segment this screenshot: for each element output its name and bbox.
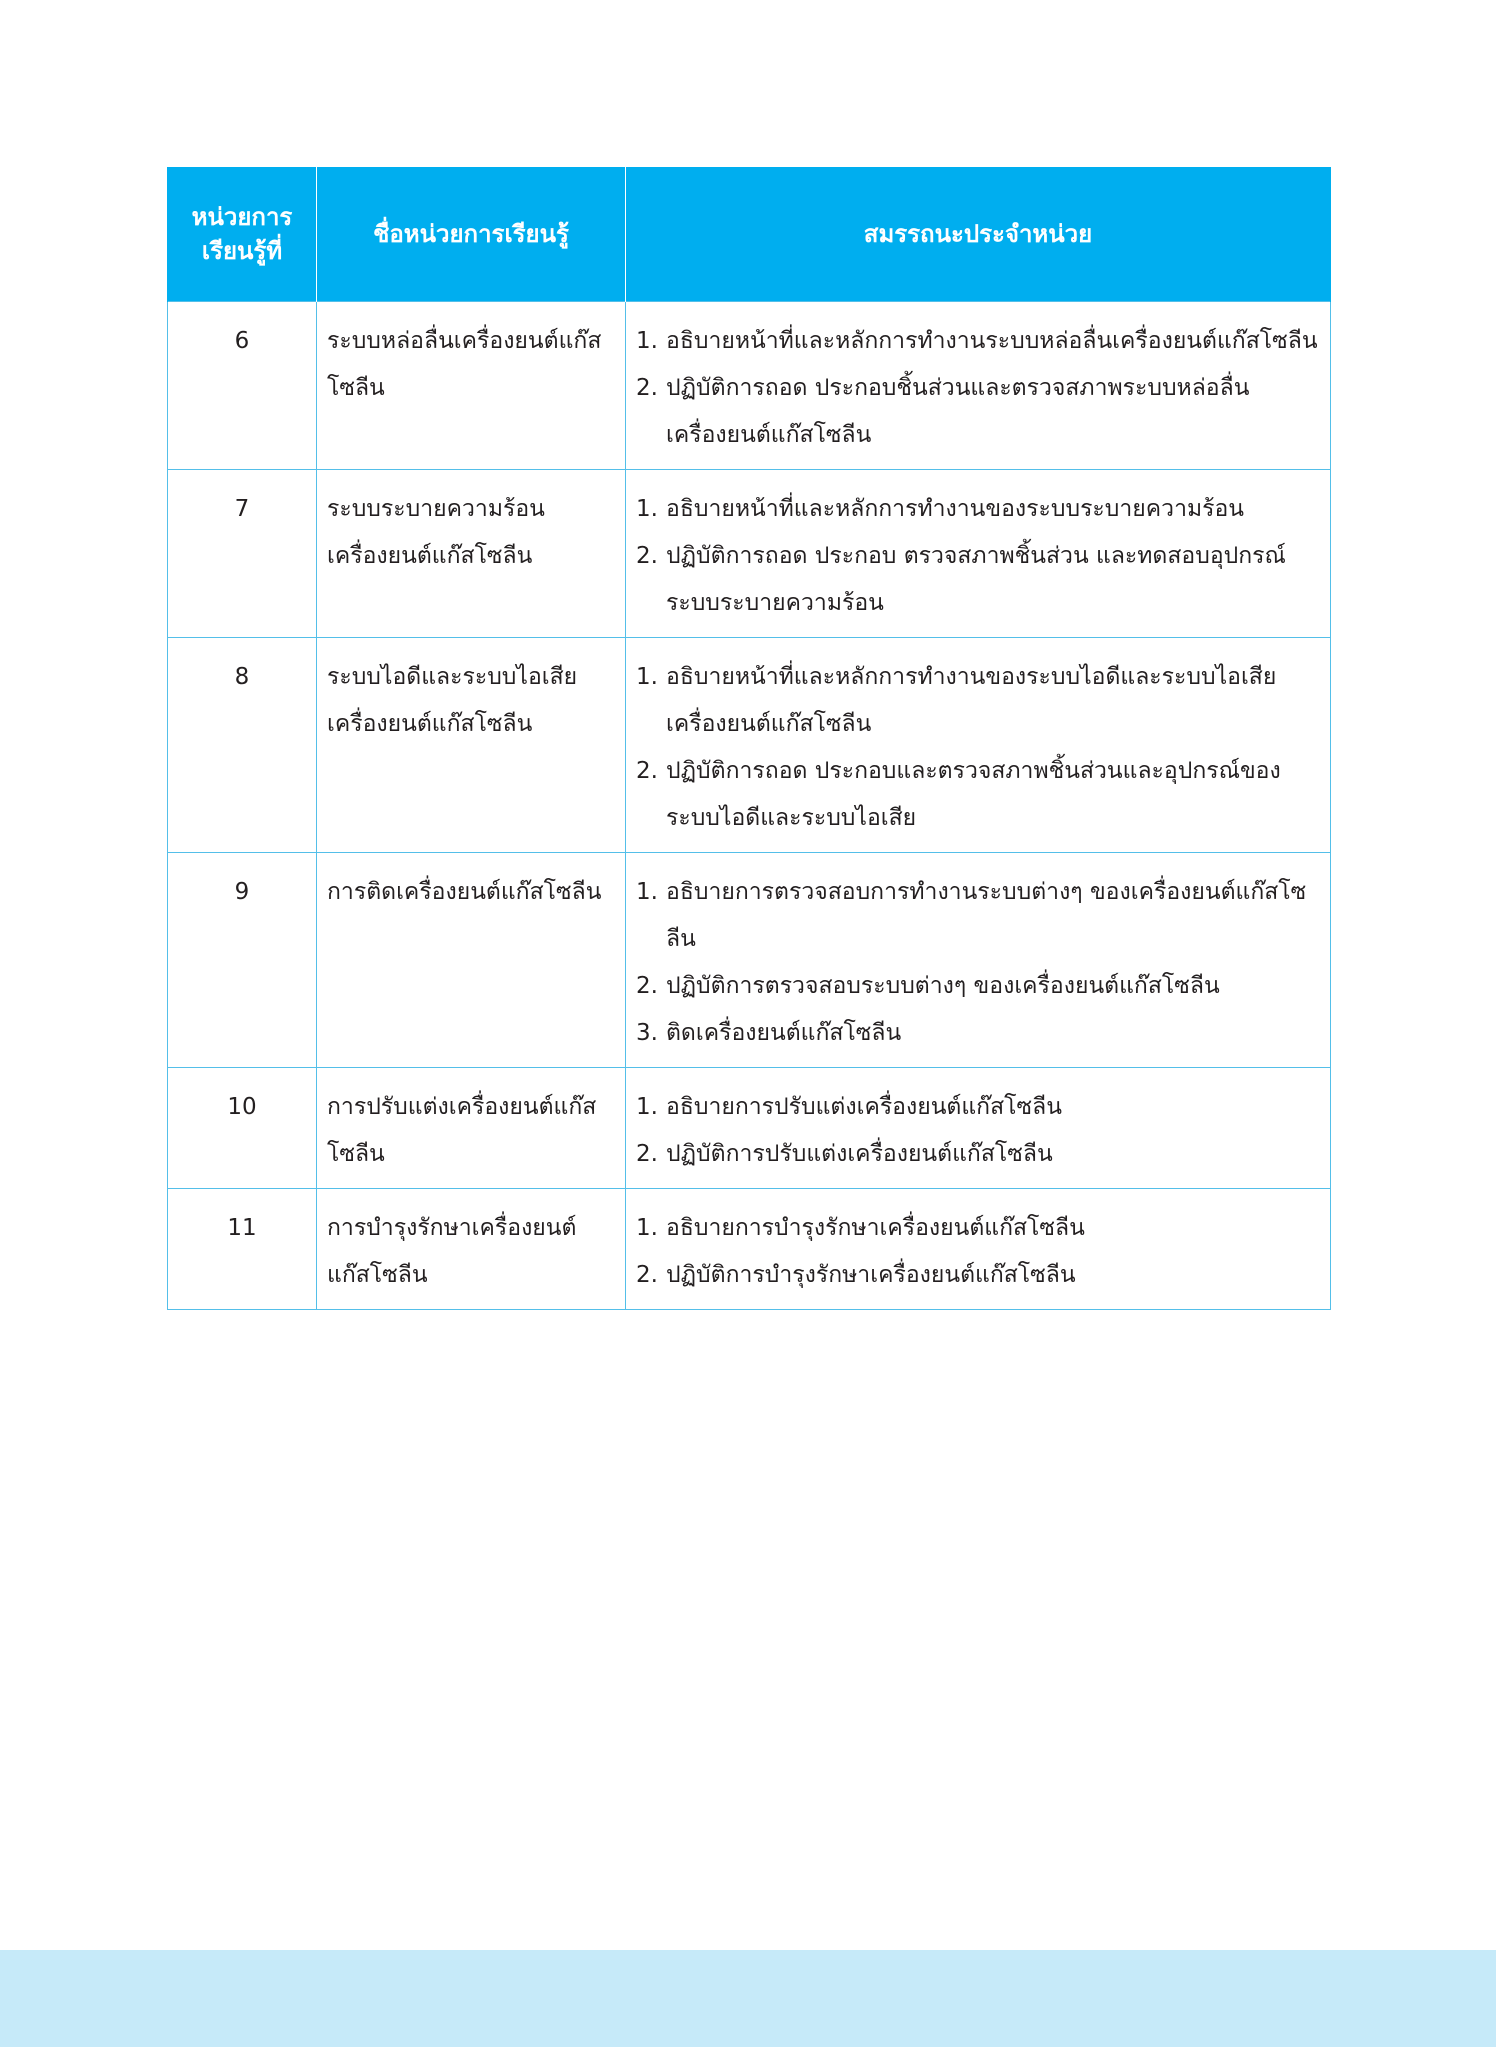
- competency-item: [636, 533, 1320, 627]
- competency-number: 2.: [636, 758, 658, 784]
- curriculum-table: [167, 167, 1331, 1310]
- unit-competencies: [626, 470, 1331, 638]
- unit-competencies: [626, 638, 1331, 853]
- competency-item: [636, 318, 1320, 365]
- competency-list: [636, 1084, 1320, 1178]
- competency-item: [636, 1010, 1320, 1057]
- competency-item: [636, 1084, 1320, 1131]
- unit-number: 7: [168, 470, 317, 638]
- header-unit: หน่วยการเรียนรู้ที่: [168, 167, 317, 302]
- competency-list: [636, 654, 1320, 842]
- competency-number: 3.: [636, 1020, 658, 1046]
- unit-competencies: [626, 1189, 1331, 1310]
- competency-text: ปฏิบัติการปรับแต่งเครื่องยนต์แก๊สโซลีน: [666, 1141, 1053, 1167]
- competency-text: อธิบายการบำรุงรักษาเครื่องยนต์แก๊สโซลีน: [666, 1215, 1085, 1241]
- table-row: [168, 1189, 1331, 1310]
- competency-number: 1.: [636, 664, 658, 690]
- unit-name: ระบบไอดีและระบบไอเสียเครื่องยนต์แก๊สโซลีน: [317, 638, 626, 853]
- footer-band: [0, 1950, 1496, 2047]
- curriculum-table-wrapper: [167, 167, 1330, 1310]
- competency-text: อธิบายการปรับแต่งเครื่องยนต์แก๊สโซลีน: [666, 1094, 1062, 1120]
- competency-text: ปฏิบัติการตรวจสอบระบบต่างๆ ของเครื่องยนต์แก๊สโซลีน: [666, 973, 1220, 999]
- competency-number: 1.: [636, 328, 658, 354]
- unit-number: 8: [168, 638, 317, 853]
- competency-number: 2.: [636, 543, 658, 569]
- competency-item: [636, 1252, 1320, 1299]
- competency-number: 1.: [636, 1094, 658, 1120]
- competency-text: อธิบายหน้าที่และหลักการทำงานของระบบระบายความร้อน: [666, 496, 1245, 522]
- competency-item: [636, 748, 1320, 842]
- competency-list: [636, 486, 1320, 627]
- table-header: [168, 167, 1331, 302]
- competency-text: ปฏิบัติการถอด ประกอบ ตรวจสภาพชิ้นส่วน และทดสอบอุปกรณ์ระบบระบายความร้อน: [666, 543, 1286, 616]
- table-row: [168, 1068, 1331, 1189]
- competency-item: [636, 1205, 1320, 1252]
- table-row: [168, 302, 1331, 470]
- table-row: [168, 853, 1331, 1068]
- competency-number: 2.: [636, 973, 658, 999]
- table-row: [168, 470, 1331, 638]
- competency-number: 2.: [636, 1141, 658, 1167]
- unit-number: 6: [168, 302, 317, 470]
- header-unit-name: ชื่อหน่วยการเรียนรู้: [317, 167, 626, 302]
- unit-number: 11: [168, 1189, 317, 1310]
- unit-name: การปรับแต่งเครื่องยนต์แก๊สโซลีน: [317, 1068, 626, 1189]
- competency-text: อธิบายหน้าที่และหลักการทำงานของระบบไอดีและระบบไอเสียเครื่องยนต์แก๊สโซลีน: [666, 664, 1277, 737]
- competency-item: [636, 365, 1320, 459]
- header-competency: สมรรถนะประจำหน่วย: [626, 167, 1331, 302]
- competency-list: [636, 1205, 1320, 1299]
- competency-text: ปฏิบัติการถอด ประกอบชิ้นส่วนและตรวจสภาพระบบหล่อลื่นเครื่องยนต์แก๊สโซลีน: [666, 375, 1250, 448]
- competency-item: [636, 654, 1320, 748]
- competency-number: 2.: [636, 375, 658, 401]
- competency-number: 1.: [636, 879, 658, 905]
- unit-name: การติดเครื่องยนต์แก๊สโซลีน: [317, 853, 626, 1068]
- unit-competencies: [626, 302, 1331, 470]
- competency-text: ปฏิบัติการบำรุงรักษาเครื่องยนต์แก๊สโซลีน: [666, 1262, 1076, 1288]
- competency-text: ติดเครื่องยนต์แก๊สโซลีน: [666, 1020, 902, 1046]
- unit-name: ระบบระบายความร้อนเครื่องยนต์แก๊สโซลีน: [317, 470, 626, 638]
- table-row: [168, 638, 1331, 853]
- competency-text: อธิบายการตรวจสอบการทำงานระบบต่างๆ ของเครื่องยนต์แก๊สโซลีน: [666, 879, 1307, 952]
- competency-item: [636, 486, 1320, 533]
- table-body: [168, 302, 1331, 1310]
- competency-number: 1.: [636, 496, 658, 522]
- unit-name: การบำรุงรักษาเครื่องยนต์แก๊สโซลีน: [317, 1189, 626, 1310]
- unit-name: ระบบหล่อลื่นเครื่องยนต์แก๊สโซลีน: [317, 302, 626, 470]
- competency-item: [636, 963, 1320, 1010]
- competency-list: [636, 869, 1320, 1057]
- competency-text: ปฏิบัติการถอด ประกอบและตรวจสภาพชิ้นส่วนและอุปกรณ์ของระบบไอดีและระบบไอเสีย: [666, 758, 1281, 831]
- unit-number: 9: [168, 853, 317, 1068]
- competency-number: 2.: [636, 1262, 658, 1288]
- competency-list: [636, 318, 1320, 459]
- competency-text: อธิบายหน้าที่และหลักการทำงานระบบหล่อลื่นเครื่องยนต์แก๊สโซลีน: [666, 328, 1318, 354]
- unit-competencies: [626, 853, 1331, 1068]
- unit-competencies: [626, 1068, 1331, 1189]
- competency-number: 1.: [636, 1215, 658, 1241]
- competency-item: [636, 869, 1320, 963]
- unit-number: 10: [168, 1068, 317, 1189]
- competency-item: [636, 1131, 1320, 1178]
- header-row: [168, 167, 1331, 302]
